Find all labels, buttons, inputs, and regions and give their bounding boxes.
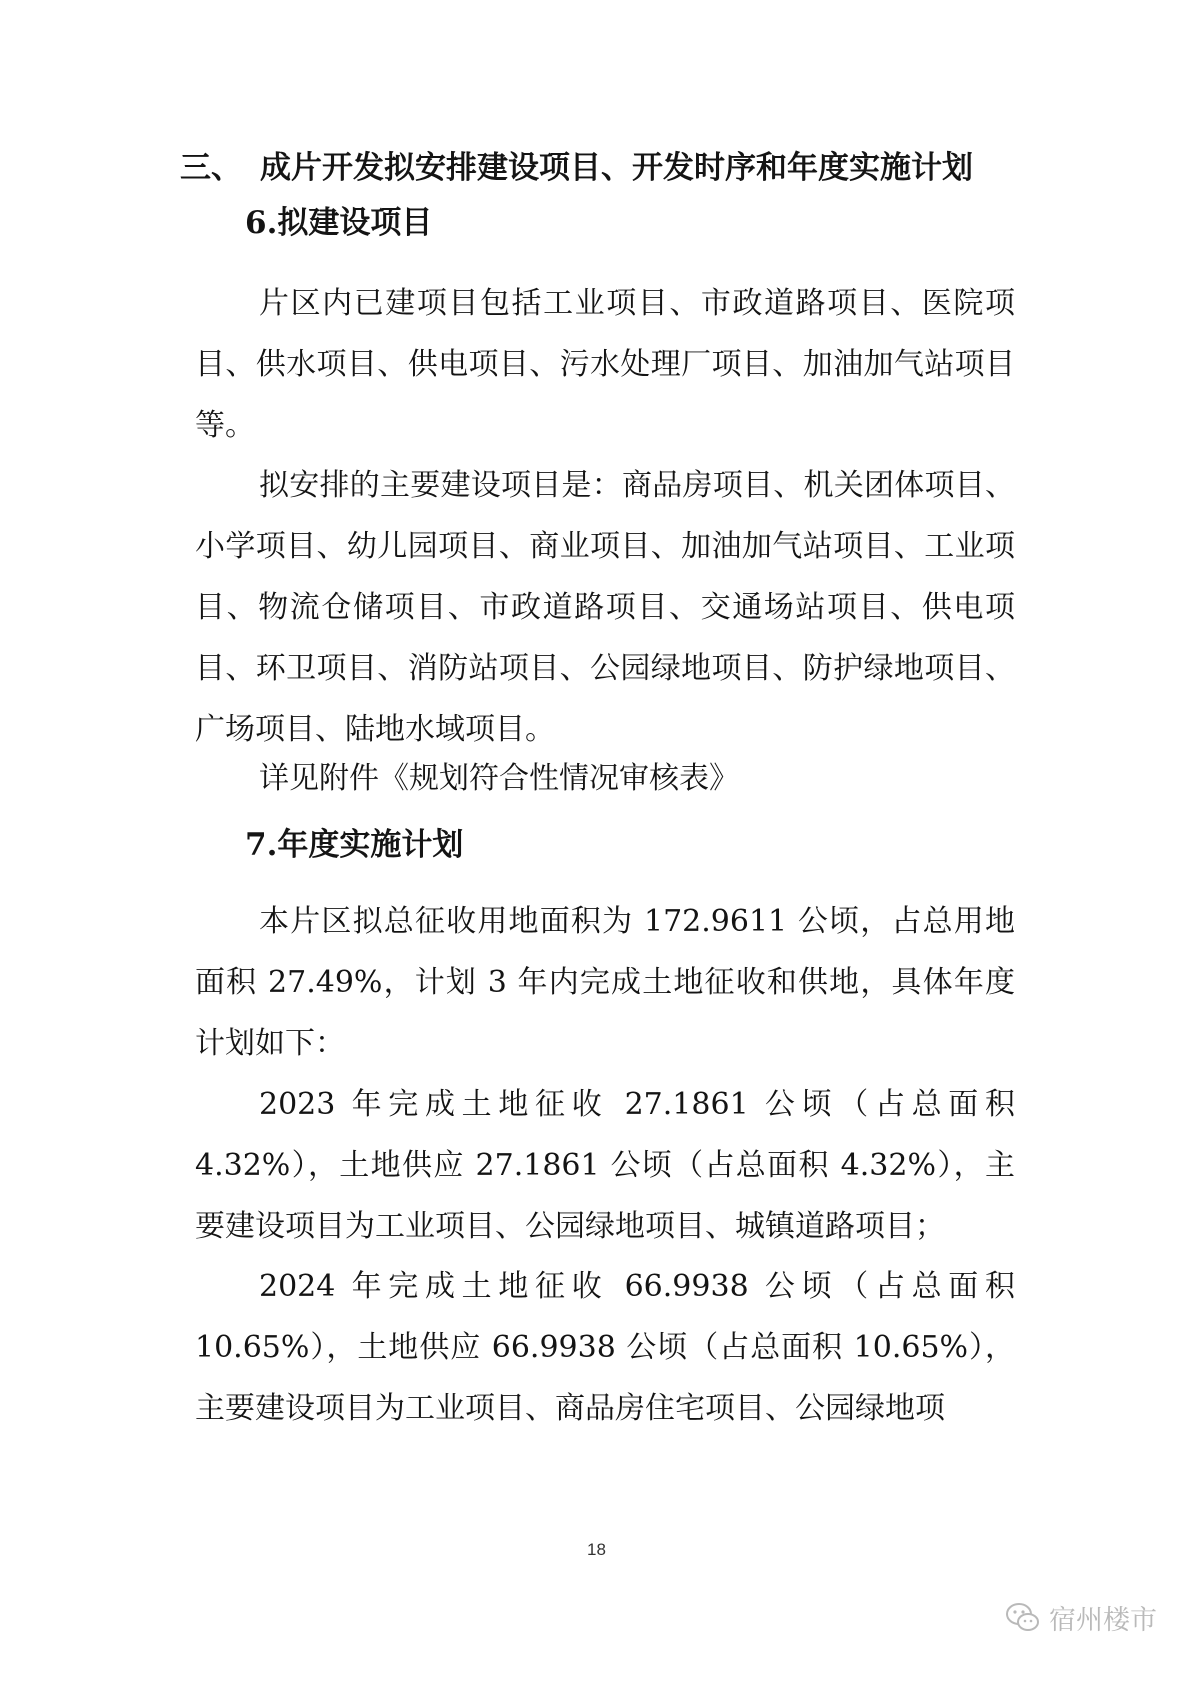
section-number: 三、 [180,150,242,186]
section-heading [180,148,1040,188]
paragraph-existing-projects: 片区内已建项目包括工业项目、市政道路项目、医院项目、供水项目、供电项目、污水处理厂项目、加油加气站项目等。 [195,286,1015,443]
watermark [1005,1598,1157,1637]
paragraph-attachment-reference: 详见附件《规划符合性情况审核表》 [259,761,739,796]
watermark-text: 宿州楼市 [1049,1605,1157,1636]
wechat-icon [1005,1602,1041,1634]
paragraph-plan-2024: 2024 年完成土地征收 66.9938 公顷（占总面积 10.65%），土地供应 66.9938 公顷（占总面积 10.65%），主要建设项目为工业项目、商品房住宅项目、公园绿地项 [195,1269,1015,1426]
subsection-heading-7: 7.年度实施计划 [245,827,464,863]
subsection-heading-6: 6.拟建设项目 [245,205,433,241]
paragraph-planned-projects: 拟安排的主要建设项目是：商品房项目、机关团体项目、小学项目、幼儿园项目、商业项目、加油加气站项目、工业项目、物流仓储项目、市政道路项目、交通场站项目、供电项目、环卫项目、消防站项目、公园绿地项目、防护绿地项目、广场项目、陆地水域项目。 [195,468,1015,747]
paragraph-plan-2023: 2023 年完成土地征收 27.1861 公顷（占总面积 4.32%），土地供应 27.1861 公顷（占总面积 4.32%），主要建设项目为工业项目、公园绿地项目、城镇道路项目； [195,1087,1015,1244]
section-title: 成片开发拟安排建设项目、开发时序和年度实施计划 [260,150,973,186]
page-number: 18 [587,1540,606,1559]
paragraph-total-area: 本片区拟总征收用地面积为 172.9611 公顷，占总用地面积 27.49%，计划 3 年内完成土地征收和供地，具体年度计划如下： [195,904,1015,1061]
